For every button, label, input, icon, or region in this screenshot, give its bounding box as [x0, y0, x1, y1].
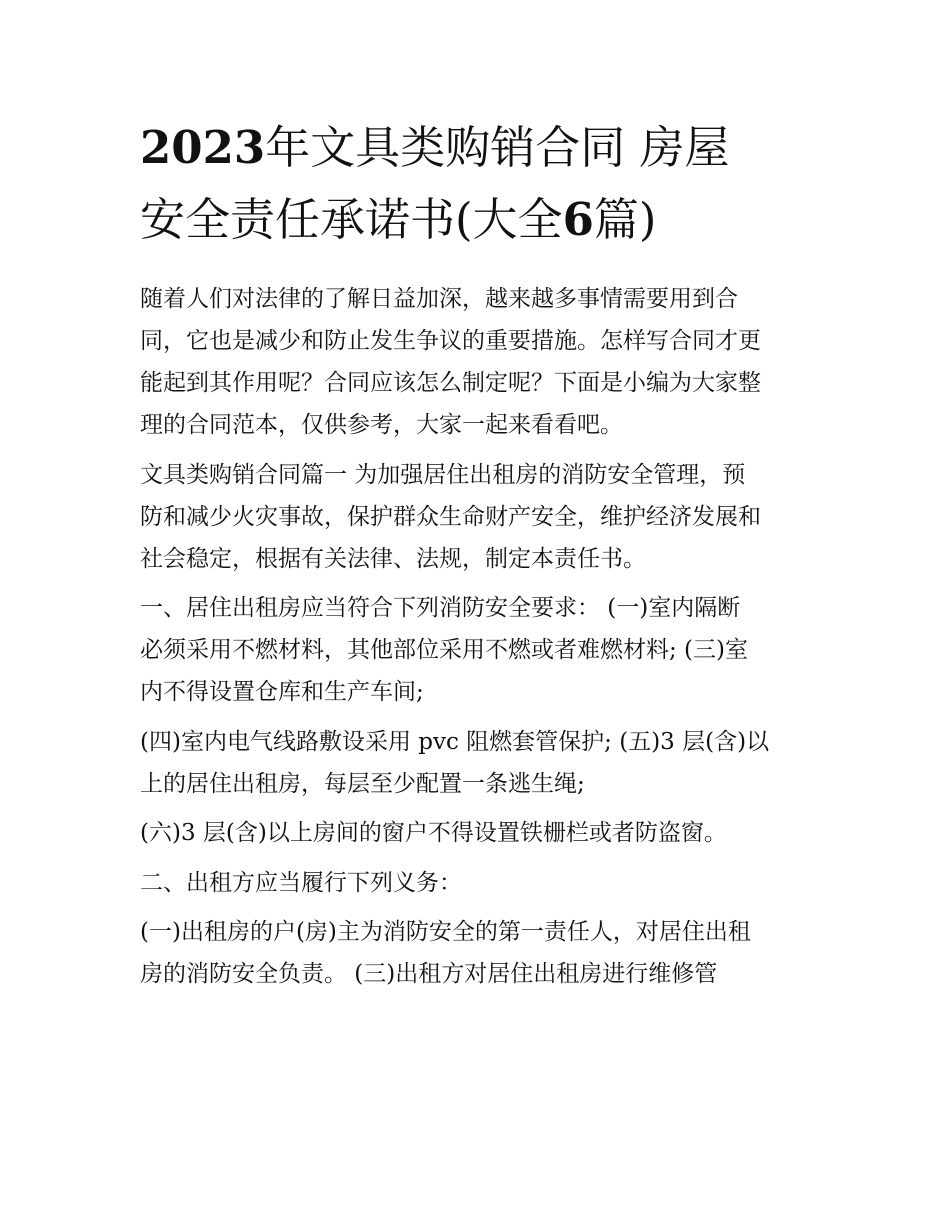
title-year: 2023 — [140, 121, 266, 174]
paragraph-windows — [140, 812, 820, 854]
paragraph-line: 随着人们对法律的了解日益加深，越来越多事情需要用到合 — [140, 286, 738, 312]
document-title — [140, 112, 820, 256]
paragraph-line: 内不得设置仓库和生产车间; — [140, 679, 424, 705]
title-line-2-text-a: 安全责任承诺书(大全 — [140, 193, 563, 246]
paragraph-line: (一)出租房的户(房)主为消防安全的第一责任人，对居住出租 — [140, 919, 751, 945]
document-body — [140, 278, 820, 995]
paragraph-line: 防和减少火灾事故，保护群众生命财产安全，维护经济发展和 — [140, 503, 761, 530]
title-count: 6 — [562, 193, 594, 246]
paragraph-line: 社会稳定，根据有关法律、法规，制定本责任书。 — [140, 545, 646, 572]
paragraph-line: 能起到其作用呢？合同应该怎么制定呢？下面是小编为大家整 — [140, 370, 761, 396]
title-line-2-text-b: 篇) — [593, 193, 657, 246]
title-line-1 — [140, 112, 820, 184]
paragraph-line: (六)3 层(含)以上房间的窗户不得设置铁栅栏或者防盗窗。 — [140, 820, 727, 846]
paragraph-line: 一、居住出租房应当符合下列消防安全要求： (一)室内隔断 — [140, 595, 741, 621]
paragraph-heading-obligations — [140, 862, 820, 904]
paragraph-requirements — [140, 587, 820, 713]
paragraph-line: 文具类购销合同篇一 为加强居住出租房的消防安全管理，预 — [140, 461, 746, 488]
paragraph-landlord — [140, 911, 820, 995]
title-line-1-text: 年文具类购销合同 房屋 — [265, 121, 730, 174]
paragraph-line: 必须采用不燃材料，其他部位采用不燃或者难燃材料; (三)室 — [140, 637, 749, 663]
paragraph-line: (四)室内电气线路敷设采用 pvc 阻燃套管保护; (五)3 层(含)以 — [140, 728, 770, 755]
paragraph-line: 房的消防安全负责。 (三)出租方对居住出租房进行维修管 — [140, 961, 718, 987]
paragraph-line: 上的居住出租房，每层至少配置一条逃生绳; — [140, 770, 585, 797]
title-line-2 — [140, 184, 820, 256]
paragraph-line: 二、出租方应当履行下列义务： — [140, 869, 462, 896]
paragraph-line: 理的合同范本，仅供参考，大家一起来看看吧。 — [140, 412, 623, 438]
paragraph-wiring — [140, 721, 820, 805]
paragraph-line: 同，它也是减少和防止发生争议的重要措施。怎样写合同才更 — [140, 328, 761, 354]
paragraph-intro — [140, 278, 820, 446]
paragraph-section-1 — [140, 454, 820, 580]
